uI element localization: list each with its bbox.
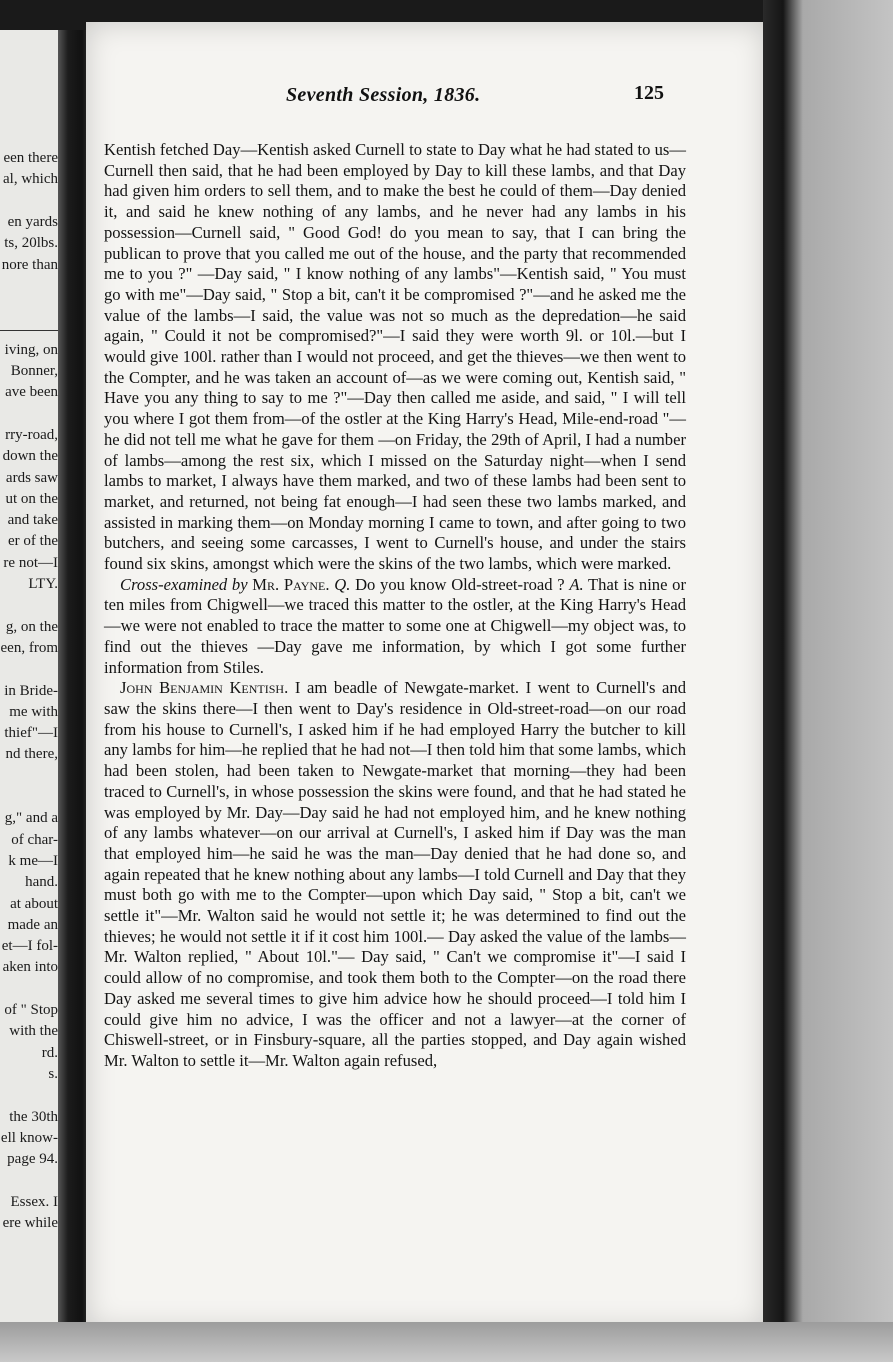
facing-page-line: Essex. I <box>10 1193 58 1210</box>
facing-page-line: et—I fol- <box>1 938 58 955</box>
facing-page-line: aken into <box>2 959 58 976</box>
facing-page-line: al, which <box>3 171 58 188</box>
facing-page-line: re not—I <box>3 554 58 571</box>
scan-right-border <box>763 0 893 1362</box>
facing-page-line: ere while <box>2 1215 58 1231</box>
facing-page-line: down the <box>2 448 58 465</box>
facing-page-line: en yards <box>7 213 58 230</box>
facing-page-line: rd. <box>41 1044 58 1061</box>
witness-testimony: I am beadle of Newgate-market. I went to Curnell's and saw the skins there—I then went to Day's residence in Old-street-road—on our road from his house to Curnell's, I asked him if he had employed Harry the butcher to kill any lambs for him—he replied that he had not—I then told him that some lambs, which had been stolen, had been taken to Newgate-market that morning—they had been traced to Curnell's, in whose possession the skins were found, and that he had stated he was employed by Mr. Day—Day said he had not employed him, and he knew nothing of any lambs whatever—on our arrival at Curnell's, I asked him if Day was the man that employed him—he said he was the man—Day denied that he had done so, and again repeated that he knew nothing about any lambs—I told Curnell and Day that they must both go with me to the Compter—upon which Day said, " Stop a bit, can't we settle it"—Mr. Walton said he would not settle it; he was determined to find out the thieves; he would not settle it if it cost him 100l.— Day asked the value of the lambs—Mr. Walton replied, " About 10l."— Day said, " Can't we compromise it"—I said I could allow of no compromise, and took them both to the Compter—on the road there Day asked me several times to give him advice how he should proceed—I told him I could give him no advice, I was the officer and not a lawyer—at the corner of Chiswell-street, or in Finsbury-square, all the parties stopped, and Day again wished Mr. Walton to settle it—Mr. Walton again refused, <box>104 678 686 1070</box>
question-marker: Q. <box>334 574 351 594</box>
facing-page-line: with the <box>9 1023 58 1040</box>
facing-page-line: made an <box>7 916 58 933</box>
answer-marker: A. <box>569 574 584 594</box>
facing-page-line: een, from <box>0 639 58 656</box>
question-text: Do you know Old-street-road ? <box>355 574 565 594</box>
scan-bottom-border <box>0 1322 893 1362</box>
facing-page-fragment <box>0 30 60 1330</box>
book-page <box>86 22 766 1330</box>
facing-page-line: nore than <box>1 256 58 273</box>
facing-page-line: the 30th <box>9 1108 58 1125</box>
facing-page-line: ut on the <box>5 490 58 507</box>
witness-name: John Benjamin Kentish. <box>120 678 289 698</box>
facing-page-line: and take <box>7 512 58 529</box>
counsel-name: Mr. Payne. <box>252 574 330 594</box>
facing-page-line: een there <box>3 150 58 166</box>
facing-page-line: k me—I <box>8 852 58 869</box>
paragraph-cross-examination <box>104 575 686 679</box>
facing-page-line: er of the <box>8 533 58 550</box>
answer-text: That is nine or ten miles from Chigwell—we traced this matter to the ostler, at the King Harry's Head—we were not enabled to trace the matter to some one at Chigwell—my object was, to find out the thieves —Day gave me information, by which I got some further information from Stiles. <box>104 574 686 677</box>
facing-page-line: of " Stop <box>4 1002 58 1018</box>
running-head: Seventh Session, 1836. <box>286 84 481 106</box>
facing-page-line: rry-road, <box>5 426 58 443</box>
facing-page-line: iving, on <box>4 341 58 358</box>
facing-page-line: me with <box>9 703 58 720</box>
facing-page-line: thief"—I <box>4 725 58 742</box>
cross-label: Cross-examined by <box>120 574 248 594</box>
facing-page-line: LTY. <box>28 576 58 592</box>
page-number: 125 <box>634 82 664 104</box>
paragraph-testimony: Kentish fetched Day—Kentish asked Curnell to state to Day what he had stated to us—Curnell then said, that he had been employed by Day to kill these lambs, and that Day had given him orders to sell them, and to make the best he could of them—Day denied it, and said he knew nothing of any lambs, and he never had any lambs in his possession—Curnell said, " Good God! do you mean to say, that I can bring the publican to prove that you called me out of the house, and the party that recommended me to you ?" —Day said, " I know nothing of any lambs"—Kentish said, " You must go with me"—Day said, " Stop a bit, can't it be compromised ?"—and he asked me the value of the lambs—I said, the value was not so much as the depredation—he said again, " Could it not be compromised?"—I said they were worth 9l. or 10l.—but I would give 100l. rather than I would not proceed, and get the thieves—we then went to the Compter, and he was taken an account of—as we were coming out, Kentish said, " Have you any thing to say to me ?"—Day then called me aside, and said, " I will tell you where I got them from—of the ostler at the King Harry's Head, Mile-end-road "—he did not tell me what he gave for them —on Friday, the 29th of April, I had a number of lambs—among the rest six, which I missed on the Saturday night—when I send lambs to market, I always have them marked, and two of these lambs had been sent to market, and returned, not being fat enough—I had seen these two lambs marked, and assisted in marking them—on Monday morning I came to town, and after going to two butchers, and seeing some carcasses, I went to Curnell's house, and under the stairs found six skins, amongst which were the skins of the two lambs, which were marked. <box>104 140 686 574</box>
facing-page-line: ave been <box>5 384 58 401</box>
facing-page-line: ell know- <box>0 1129 58 1146</box>
body-text <box>104 140 686 1072</box>
facing-page-line: g," and a <box>4 810 58 827</box>
facing-page-line: page 94. <box>7 1151 58 1168</box>
facing-page-line: in Bride- <box>4 682 58 699</box>
facing-page-line: hand. <box>25 874 58 891</box>
facing-page-line: s. <box>48 1065 58 1082</box>
facing-page-line: nd there, <box>5 746 58 763</box>
facing-page-line: g, on the <box>5 618 58 635</box>
facing-page-line: of char- <box>11 831 58 848</box>
facing-page-rule <box>0 330 60 331</box>
facing-page-line: ts, 20lbs. <box>4 235 58 252</box>
facing-page-line: ards saw <box>5 469 58 486</box>
facing-page-line: Bonner, <box>10 363 58 379</box>
paragraph-witness-kentish <box>104 678 686 1071</box>
facing-page-line: at about <box>10 895 58 912</box>
page-header <box>86 84 766 114</box>
